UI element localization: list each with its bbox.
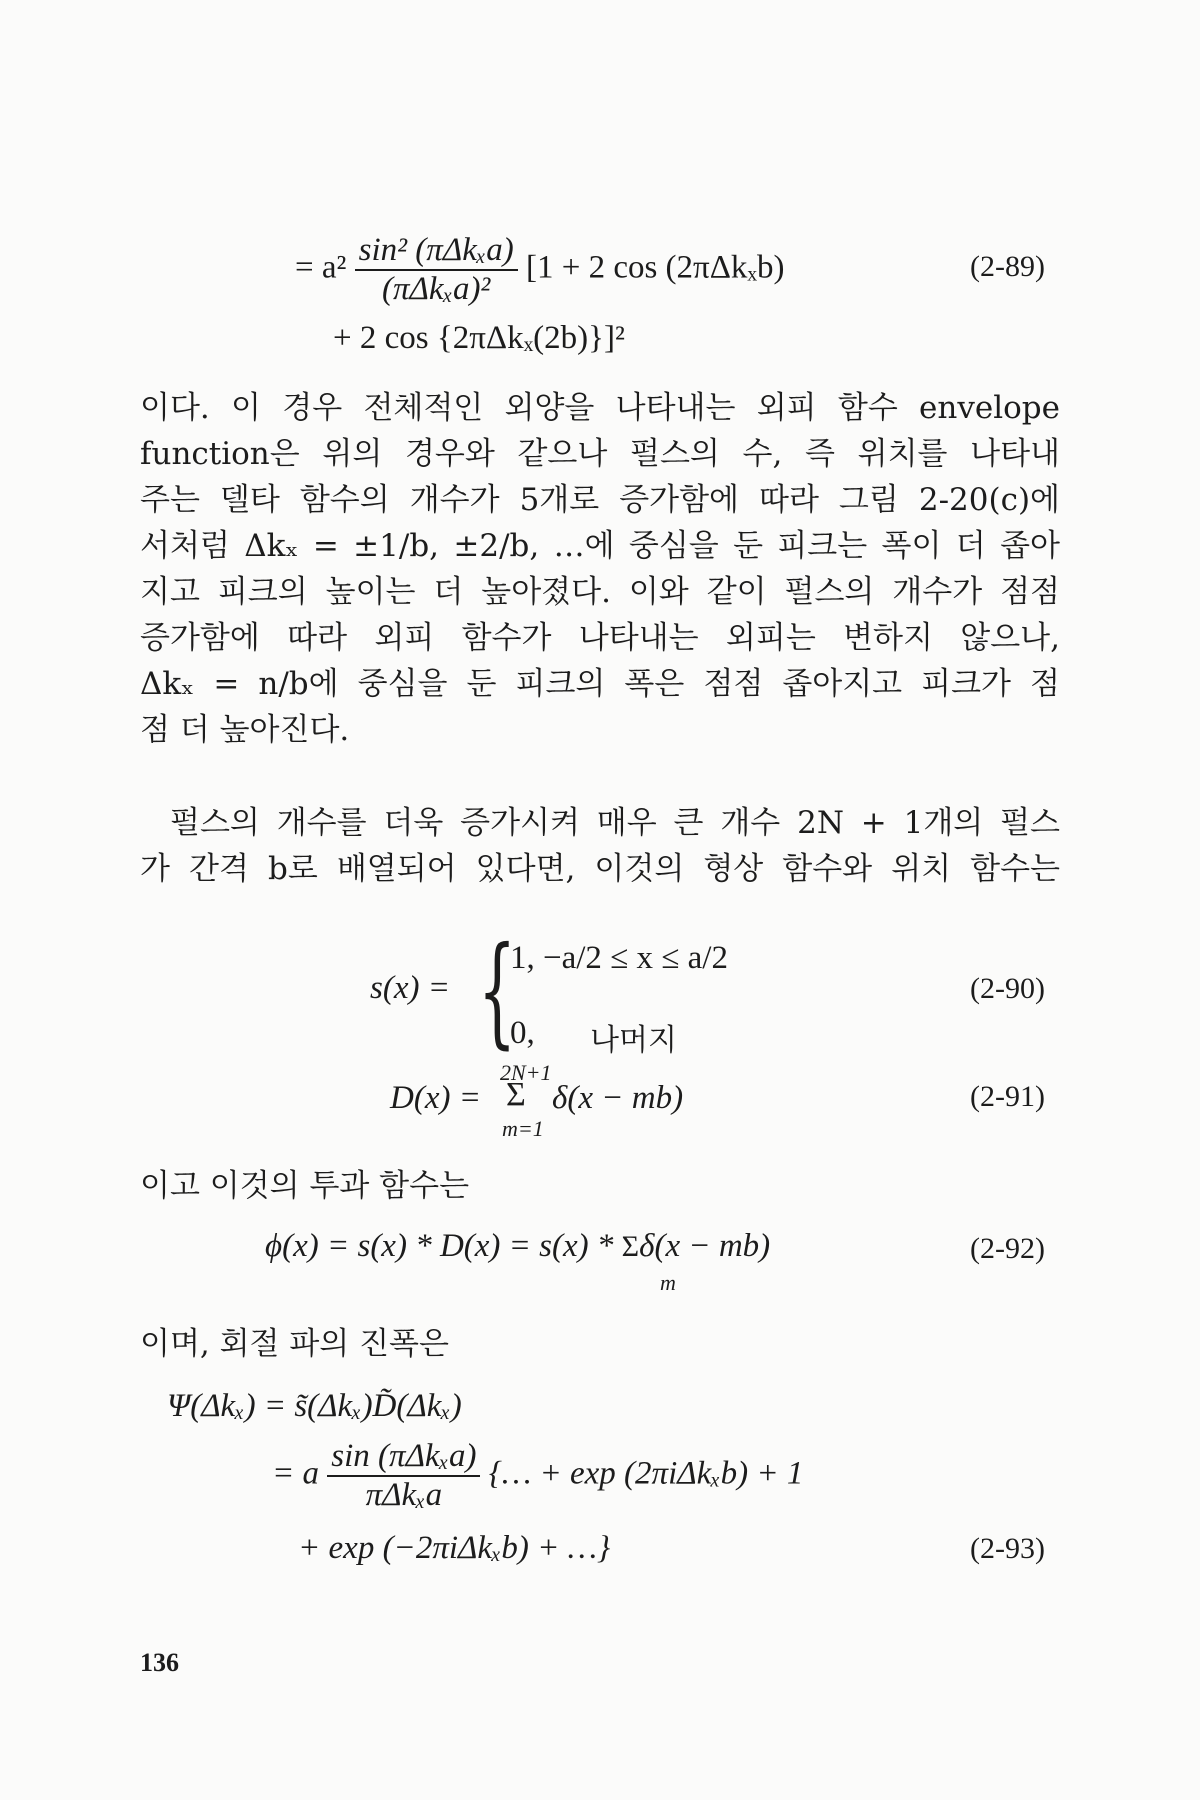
eq-92-number: (2-92) [970, 1232, 1045, 1265]
equation-2-92 [265, 1228, 770, 1298]
para1-line: 점 더 높아진다. [140, 712, 350, 748]
eq-89-prefix: = a² [295, 249, 355, 286]
para1-line: 서처럼 Δkₓ = ±1/b, ±2/b, …에 중심을 둔 피크는 폭이 더 좁아 [140, 528, 1060, 564]
eq-91-body: δ(x − mb) [552, 1080, 684, 1116]
eq-90-case2-condition: 나머지 [590, 1023, 677, 1058]
para1-line: 증가함에 따라 외피 함수가 나타내는 외피는 변하지 않으나, [140, 620, 1060, 656]
eq-90-case1: 1, −a/2 ≤ x ≤ a/2 [510, 940, 728, 976]
text-transmission-function: 이고 이것의 투과 함수는 [140, 1168, 470, 1204]
eq-90-case2-value: 0, [510, 1015, 535, 1051]
eq-91-lhs: D(x) = [390, 1080, 481, 1116]
eq-89-line2: + 2 cos {2πΔkₓ(2b)}]² [333, 320, 625, 356]
eq-90-number: (2-90) [970, 972, 1045, 1005]
eq-92-sum-lower: m [660, 1270, 676, 1295]
equation-2-89 [295, 232, 785, 308]
eq-92-body: δ(x − mb) [639, 1228, 771, 1264]
eq-93-fraction [327, 1438, 480, 1514]
eq-89-numerator: sin² (πΔkₓa) [355, 232, 518, 271]
text-diffraction-amplitude: 이며, 회절 파의 진폭은 [140, 1326, 449, 1362]
eq-90-lhs: s(x) = [370, 970, 450, 1006]
eq-89-bracket: [1 + 2 cos (2πΔkₓb) [525, 249, 785, 286]
eq-93-prefix: = a [272, 1455, 328, 1492]
eq-89-number: (2-89) [970, 250, 1045, 283]
para2-line: 펄스의 개수를 더욱 증가시켜 매우 큰 개수 2N + 1개의 펄스 [170, 805, 1060, 841]
page-number: 136 [140, 1648, 179, 1677]
eq-93-line3: + exp (−2πiΔkₓb) + …} [298, 1530, 611, 1566]
eq-91-sum-symbol: Σ [506, 1076, 526, 1113]
eq-89-fraction [355, 232, 518, 308]
para2-line: 가 간격 b로 배열되어 있다면, 이것의 형상 함수와 위치 함수는 [140, 851, 1060, 887]
para1-line: 주는 델타 함수의 개수가 5개로 증가함에 따라 그림 2-20(c)에 [140, 482, 1060, 518]
para1-line: function은 위의 경우와 같으나 펄스의 수, 즉 위치를 나타내 [140, 436, 1060, 472]
eq-93-numerator: sin (πΔkₓa) [327, 1438, 480, 1477]
eq-93-line2 [272, 1438, 803, 1514]
eq-93-denominator: πΔkₓa [365, 1477, 443, 1513]
paragraph-1 [140, 385, 1060, 753]
para1-line: 이다. 이 경우 전체적인 외양을 나타내는 외피 함수 envelope [140, 390, 1060, 426]
eq-92-expression: ϕ(x) = s(x) * D(x) = s(x) * [265, 1228, 622, 1264]
eq-91-number: (2-91) [970, 1080, 1045, 1113]
eq-90-brace: { [478, 922, 517, 1061]
eq-91-sum-lower: m=1 [502, 1116, 544, 1141]
para1-line: Δkₓ = n/b에 중심을 둔 피크의 폭은 점점 좁아지고 피크가 점 [140, 666, 1060, 702]
eq-89-denominator: (πΔkₓa)² [382, 271, 491, 307]
eq-91-sum-upper: 2N+1 [500, 1060, 552, 1085]
eq-93-number: (2-93) [970, 1532, 1045, 1565]
para1-line: 지고 피크의 높이는 더 높아졌다. 이와 같이 펄스의 개수가 점점 [140, 574, 1060, 610]
eq-92-sum-symbol: Σ [621, 1230, 640, 1263]
eq-93-line1: Ψ(Δkₓ) = s̃(Δkₓ)D̃(Δkₓ) [167, 1388, 462, 1424]
paragraph-2 [140, 800, 1060, 892]
eq-93-series: {… + exp (2πiΔkₓb) + 1 [488, 1455, 804, 1492]
